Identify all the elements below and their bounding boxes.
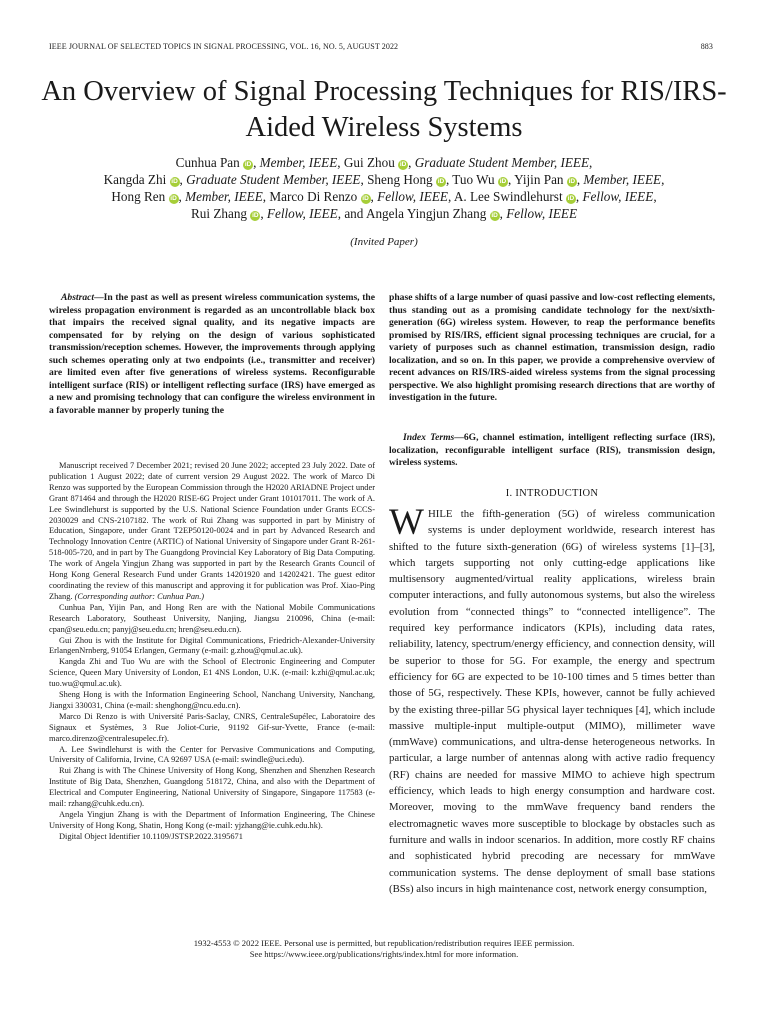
author-name: Hong Ren bbox=[111, 189, 166, 204]
author-name: Gui Zhou bbox=[343, 155, 395, 170]
author-role: Fellow, IEEE bbox=[266, 206, 338, 221]
index-terms-label: Index Terms bbox=[403, 432, 455, 443]
author-role: Fellow, IEEE bbox=[506, 206, 578, 221]
copyright-notice bbox=[40, 938, 728, 960]
orcid-icon[interactable]: iD bbox=[170, 195, 177, 202]
orcid-icon[interactable]: iD bbox=[568, 178, 576, 185]
footnotes bbox=[49, 461, 375, 843]
author-name: Sheng Hong bbox=[367, 172, 433, 187]
author-role: Graduate Student Member, IEEE bbox=[186, 172, 361, 187]
footnote-affiliation: Sheng Hong is with the Information Engineering School, Nanchang University, Nanchang, Jiangxi 330031, China (e-mail: shenghong@ncu.edu.cn). bbox=[49, 690, 375, 710]
section-numeral: I. bbox=[505, 488, 513, 499]
author-role: Member, IEEE bbox=[259, 155, 338, 170]
abstract-left bbox=[49, 292, 375, 417]
abstract-label: Abstract bbox=[61, 292, 95, 303]
footnote-affiliation: Gui Zhou is with the Institute for Digital Communications, Friedrich-Alexander-University ErlangenNrnberg, 91054 Erlangen, Germany (e-mail: g.zhou@qmul.ac.uk). bbox=[49, 635, 375, 656]
dropcap: W bbox=[389, 502, 424, 543]
author-name: Cunhua Pan bbox=[175, 155, 240, 170]
footnote-affiliation: A. Lee Swindlehurst is with the Center for Pervasive Communications and Computing, University of California, Irvine, CA 92697 USA (e-mail: swindle@uci.edu). bbox=[49, 744, 375, 765]
author-name: Marco Di Renzo bbox=[269, 189, 358, 204]
journal-name: IEEE JOURNAL OF SELECTED TOPICS IN SIGNAL PROCESSING, VOL. 16, NO. 5, AUGUST 2022 bbox=[49, 42, 399, 51]
index-terms bbox=[389, 432, 715, 470]
author-connector: and bbox=[344, 206, 364, 221]
orcid-icon[interactable]: iD bbox=[244, 161, 252, 168]
footnote-doi: Digital Object Identifier 10.1109/JSTSP.2022.3195671 bbox=[59, 831, 243, 841]
orcid-icon[interactable]: iD bbox=[567, 195, 575, 202]
introduction-text: the fifth-generation (5G) of wireless communication systems is under deployment worldwide, research interest has shifted to the future sixth-generation (6G) of wireless systems [1]–[3], which targets supporting not only cutting-edge applications like multisensory augmented/virtual reality applications, wireless brain computer interactions, and fully autonomous systems, but also the wireless evolution from “connected things” to “connected intelligence”. The required key performance indicators (KPIs), including data rates, reliability, latency, spectrum/energy efficiency, and connection density, will be superior to those for 5G. For example, the energy and spectrum efficiency for 6G are expected to be 10-100 times and 5 times better than those of 5G, respectively. These KPIs, however, cannot be fully achieved by the existing three-pillar 5G physical layer techniques [4], which include massive multiple-input multiple-output (MIMO), millimeter wave (mmWave) communications, and ultra-dense heterogeneous networks. In particular, a large number of antennas along with active radio frequency (RF) chains are needed for massive MIMO to achieve high spectrum efficiency, which leads to high energy consumption and hardware cost. Moreover, moving to the mmWave frequency band renders the electromagnetic waves more susceptible to blockage by obstacles such as furniture and walls in indoor scenarios. In addition, more costly RF chains and sophisticated hybrid precoding are necessary for mmWave communication systems. The dense deployment of small base stations (BSs) also incurs in high maintenance cost, network energy consumption, bbox=[389, 508, 715, 895]
footnote-affiliation: Marco Di Renzo is with Université Paris-Saclay, CNRS, CentraleSupélec, Laboratoire des Signaux et Systèmes, 3 Rue Joliot-Curie, 91192 Gif-sur-Yvette, France (e-mail: marco.direnzo@centralesupelec.fr). bbox=[49, 711, 375, 743]
orcid-icon[interactable]: iD bbox=[437, 178, 445, 185]
orcid-icon[interactable]: iD bbox=[399, 161, 407, 168]
footnote-affiliation: Kangda Zhi and Tuo Wu are with the School of Electronic Engineering and Computer Science, Queen Mary University of London, E1 4NS London, U.K. (e-mail: k.zhi@qmul.ac.uk; tuo.wu@qmul.ac.uk). bbox=[49, 657, 375, 689]
section-heading bbox=[389, 488, 715, 499]
author-name: Kangda Zhi bbox=[103, 172, 167, 187]
section-title: INTRODUCTION bbox=[515, 488, 599, 499]
running-head bbox=[49, 42, 713, 51]
abstract-dash: — bbox=[94, 292, 104, 303]
author-role: Fellow, IEEE bbox=[582, 189, 654, 204]
author-name: Tuo Wu bbox=[452, 172, 495, 187]
orcid-icon[interactable]: iD bbox=[491, 212, 498, 219]
footnote-text: Manuscript received 7 December 2021; revised 20 June 2022; accepted 23 July 2022. Date of publication 1 August 2022; date of current version 29 August 2022. The work of Marco Di Renzo was supported by the European Commission through the H2020 ARIADNE Project under Grant 871464 and through the H2020 RISE-6G Project under Grant 101017011. The work of A. Lee Swindlehurst is supported by the U.S. National Science Foundation under Grants ECCS-2030029 and CNS-2107182. The work of Rui Zhang was supported in part by Ministry of Education, Singapore, under Grant T2EP50120-0024 and in part by Advanced Research and Technology Innovation Centre (ARTIC) of National University of Singapore under Grant R-261-518-005-720, and in part by The Guangdong Provincial Key Laboratory of Big Data Computing. The work of Angela Yingjun Zhang was supported in part by the Research Grants Council of Hong Kong General Research Fund under Grants 14201920 and 14202421. The guest editor coordinating the review of this manuscript and approving it for publication was Prof. Xiao-Ping Zhang. bbox=[49, 461, 375, 601]
author-role: Graduate Student Member, IEEE bbox=[414, 155, 590, 170]
orcid-icon[interactable]: iD bbox=[252, 212, 259, 219]
author-role: Member, IEEE bbox=[185, 189, 263, 204]
orcid-icon[interactable]: iD bbox=[499, 178, 507, 185]
author-role: Fellow, IEEE bbox=[377, 189, 448, 204]
footnote-manuscript bbox=[49, 461, 375, 603]
author-role: Member, IEEE bbox=[583, 172, 662, 187]
introduction-body bbox=[389, 502, 715, 897]
corresponding-author: (Corresponding author: Cunhua Pan.) bbox=[74, 591, 205, 601]
footnote-affiliation: Cunhua Pan, Yijin Pan, and Hong Ren are with the National Mobile Communications Research Laboratory, Southeast University, Nanjing, Jiangsu 210096, China (e-mail: cpan@seu.edu.cn; panyj@seu.edu.cn; hren@seu.edu.cn). bbox=[49, 602, 375, 634]
author-name: Angela Yingjun Zhang bbox=[365, 206, 487, 221]
index-terms-dash: — bbox=[454, 432, 464, 443]
abstract-right: phase shifts of a large number of quasi passive and low-cost reflecting elements, thus standing out as a promising candidate technology for the next/sixth-generation (6G) wireless system. However, to reap the performance benefits promised by RIS/IRS, efficient signal processing techniques are crucial, for a variety of purposes such as channel estimation, transmission design, radio localization, and so on. In this paper, we provide a comprehensive overview of recent advances on RIS/IRS-aided wireless systems from the signal processing perspective. We also highlight promising research directions that are worthy of investigation in the future. bbox=[389, 292, 715, 403]
author-name: Yijin Pan bbox=[514, 172, 564, 187]
orcid-icon[interactable]: iD bbox=[171, 178, 178, 185]
page-number: 883 bbox=[700, 42, 713, 51]
author-list: Cunhua Pan iD , Member, IEEE, Gui Zhou iD , Graduate Student Member, IEEE, Kangda Zhi iD , Graduate Student Member, IEEE, Sheng Hong iD , Tuo Wu iD , Yijin Pan iD , Member, IEEE, Hong Ren iD , Member, IEEE, Marco Di Renzo iD , Fellow, IEEE, A. Lee Swindlehurst iD , Fellow, IEEE, Rui Zhang iD , Fellow, IEEE, and Angela Yingjun Zhang iD , Fellow, IEEE bbox=[103, 155, 665, 221]
author-name: A. Lee Swindlehurst bbox=[453, 189, 563, 204]
footnote-affiliation: Rui Zhang is with The Chinese University of Hong Kong, Shenzhen and Shenzhen Research Institute of Big Data, Shenzhen, Guangdong 518172, China, and also with the Department of Electrical and Computer Engineering, National University of Singapore, Singapore 117583 (e-mail: rzhang@cuhk.edu.cn). bbox=[49, 766, 375, 809]
lead-caps: HILE bbox=[427, 508, 453, 520]
orcid-icon[interactable]: iD bbox=[362, 195, 369, 202]
author-name: Rui Zhang bbox=[190, 206, 248, 221]
paper-title: An Overview of Signal Processing Techniques for RIS/IRS-Aided Wireless Systems bbox=[41, 76, 727, 143]
index-terms-text: 6G, channel estimation, intelligent reflecting surface (IRS), localization, reconfigurable intelligent surface (RIS), transmission design, wireless systems. bbox=[389, 432, 715, 468]
copyright-line: 1932-4553 © 2022 IEEE. Personal use is permitted, but republication/redistribution requires IEEE permission. bbox=[193, 938, 575, 948]
rights-link[interactable]: See https://www.ieee.org/publications/rights/index.html for more information. bbox=[249, 949, 519, 959]
invited-paper-label: (Invited Paper) bbox=[350, 236, 418, 248]
abstract-text-left: In the past as well as present wireless communication systems, the wireless propagation environment is regarded as an uncontrollable black box that impairs the received signal quality, and its negative impacts are compensated for by relying on the design of various sophisticated transmission/reception schemes. However, the improvements through applying such schemes operating only at two endpoints (i.e., transmitter and receiver) are limited even after five generations of wireless systems. Reconfigurable intelligent surface (RIS) or intelligent reflecting surface (IRS) have emerged as a new and promising technology that can configure the wireless environment in a favorable manner by properly tuning the bbox=[49, 292, 375, 416]
footnote-affiliation: Angela Yingjun Zhang is with the Department of Information Engineering, The Chinese University of Hong Kong, Shatin, Hong Kong (e-mail: yjzhang@ie.cuhk.edu.hk). bbox=[49, 810, 375, 830]
